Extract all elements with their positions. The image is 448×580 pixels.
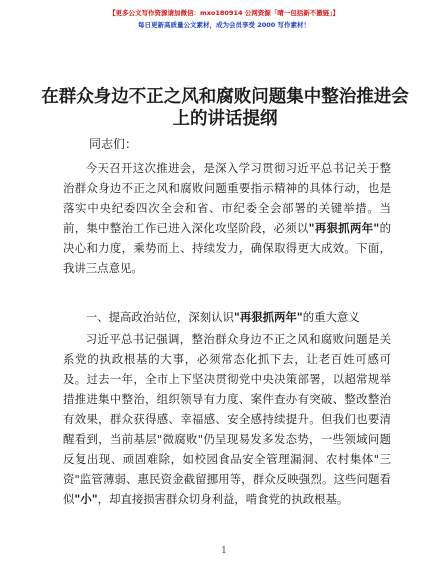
section-heading-1 [63, 307, 391, 327]
greeting: 同志们： [89, 137, 138, 151]
paragraph-section-1-text-end: ，却直接损害群众切身利益，啃食党的执政根基。 [97, 492, 349, 506]
document-title: 在群众身边不正之风和腐败问题集中整治推进会上的讲话提纲 [41, 87, 409, 129]
paragraph-intro-text: 今天召开这次推进会，是深入学习贯彻习近平总书记关于整治群众身边不正之风和腐败问题重要指示精神的具体行动，也是落实中央纪委四次全会和省、市纪委全会部署的关键举措。当前，集中整治工作已进入深化攻坚阶段，必须以 [63, 161, 391, 235]
paragraph-intro [63, 158, 391, 278]
page-number: 1 [221, 546, 227, 556]
promo-banner-line-2: 每日更新高质量公文素材，成为会员享受 2000 写作素材！ [137, 21, 311, 29]
paragraph-section-1-emphasis: "小" [74, 492, 98, 506]
paragraph-intro-emphasis: "再狠抓两年" [308, 221, 380, 235]
section-heading-1-emphasis: "再狠抓两年" [233, 310, 303, 324]
paragraph-intro-text-end: 的决心和力度，乘势而上、持续发力，确保取得更大成效。下面，我讲三点意见。 [63, 221, 391, 275]
promo-banner-line-1: 【更多公文写作资源请加微信：mxo180914 公网资源「晴一包括新不撤链」】 [108, 9, 340, 17]
section-heading-1-text-end: 的重大意义 [302, 310, 360, 324]
paragraph-section-1 [63, 329, 391, 509]
section-heading-1-text: 一、提高政治站位，深刻认识 [85, 310, 234, 324]
paragraph-section-1-text: 习近平总书记强调，整治群众身边不正之风和腐败问题是关系党的执政根基的大事，必须常态化抓下去，让老百姓可感可及。过去一年，全市上下坚决贯彻党中央决策部署，以超常规举措推进集中整治，组织领导有力度、案件查办有突破、整改整治有效果，群众获得感、幸福感、安全感持续提升。但我们也要清醒看到，当前基层"微腐败"仍呈现易发多发态势，一些领域问题反复出现、顽固难除，如校园食品安全管理漏洞、农村集体"三资"监管薄弱、惠民资金截留挪用等，群众反映强烈。这些问题看似 [63, 332, 391, 506]
